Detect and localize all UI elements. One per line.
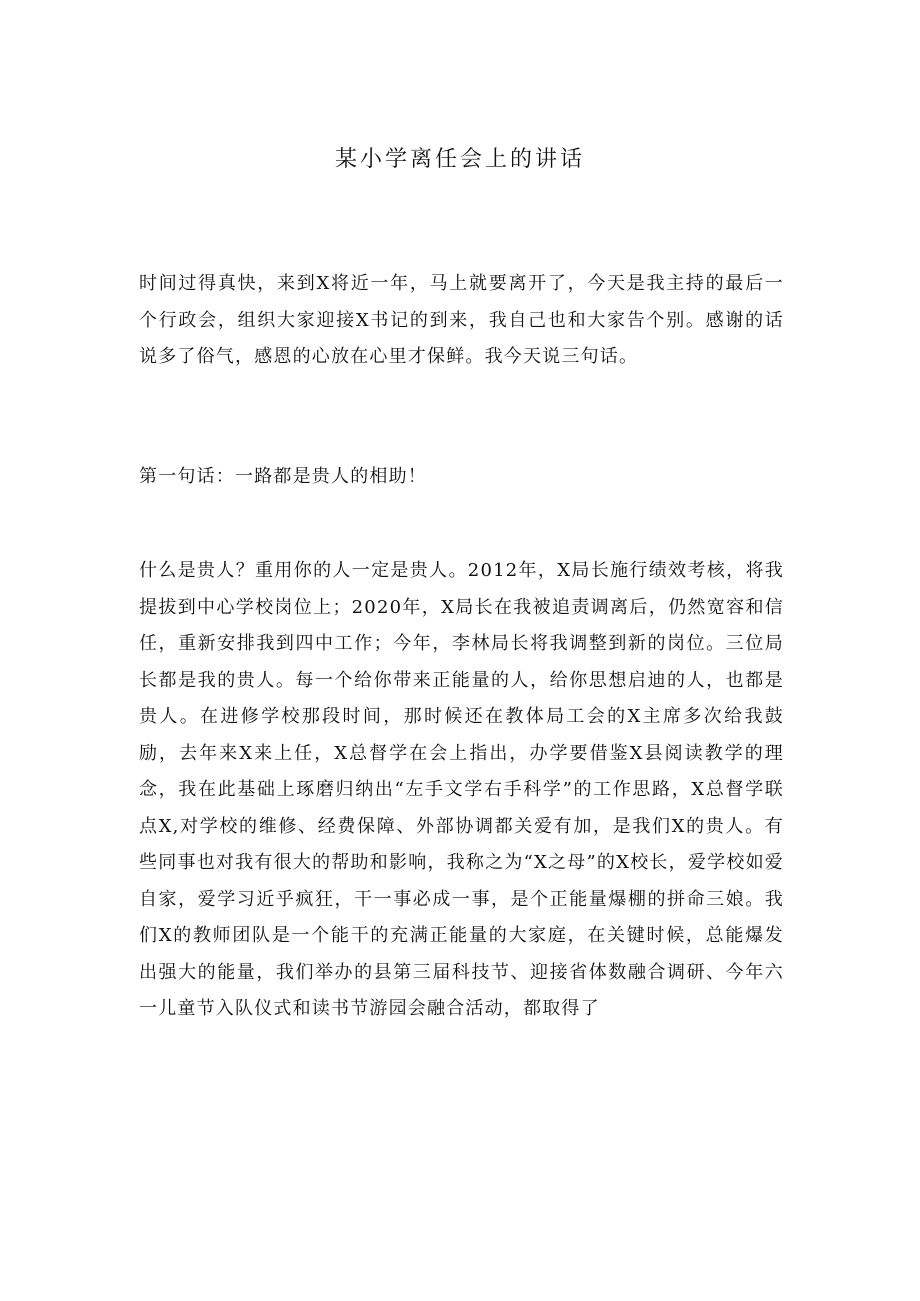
document-title: 某小学离任会上的讲话 (334, 147, 585, 172)
paragraph-first-point-heading: 第一句话：一路都是贵人的相助！ (139, 466, 427, 487)
paragraph-opening: 时间过得真快，来到X将近一年，马上就要离开了，今天是我主持的最后一个行政会，组织大家迎接X书记的到来，我自己也和大家告个别。感谢的话说多了俗气，感恩的心放在心里才保鲜。我今天说三句话。 (139, 273, 784, 367)
paragraph-benefactors: 什么是贵人？重用你的人一定是贵人。2012年，X局长施行绩效考核，将我提拔到中心学校岗位上；2020年，X局长在我被追责调离后，仍然宽容和信任，重新安排我到四中工作；今年，李林局长将我调整到新的岗位。三位局长都是我的贵人。每一个给你带来正能量的人，给你思想启迪的人，也都是贵人。在进修学校那段时间，那时候还在教体局工会的X主席多次给我鼓励，去年来X来上任，X总督学在会上指出，办学要借鉴X县阅读教学的理念，我在此基础上琢磨归纳出“左手文学右手科学”的工作思路，X总督学联点X,对学校的维修、经费保障、外部协调都关爱有加，是我们X的贵人。有些同事也对我有很大的帮助和影响，我称之为“X之母”的X校长，爱学校如爱自家，爱学习近乎疯狂，干一事必成一事，是个正能量爆棚的拼命三娘。我们X的教师团队是一个能干的充满正能量的大家庭，在关键时候，总能爆发出强大的能量，我们举办的县第三届科技节、迎接省体数融合调研、今年六一儿童节入队仪式和读书节游园会融合活动，都取得了 (139, 560, 784, 1019)
